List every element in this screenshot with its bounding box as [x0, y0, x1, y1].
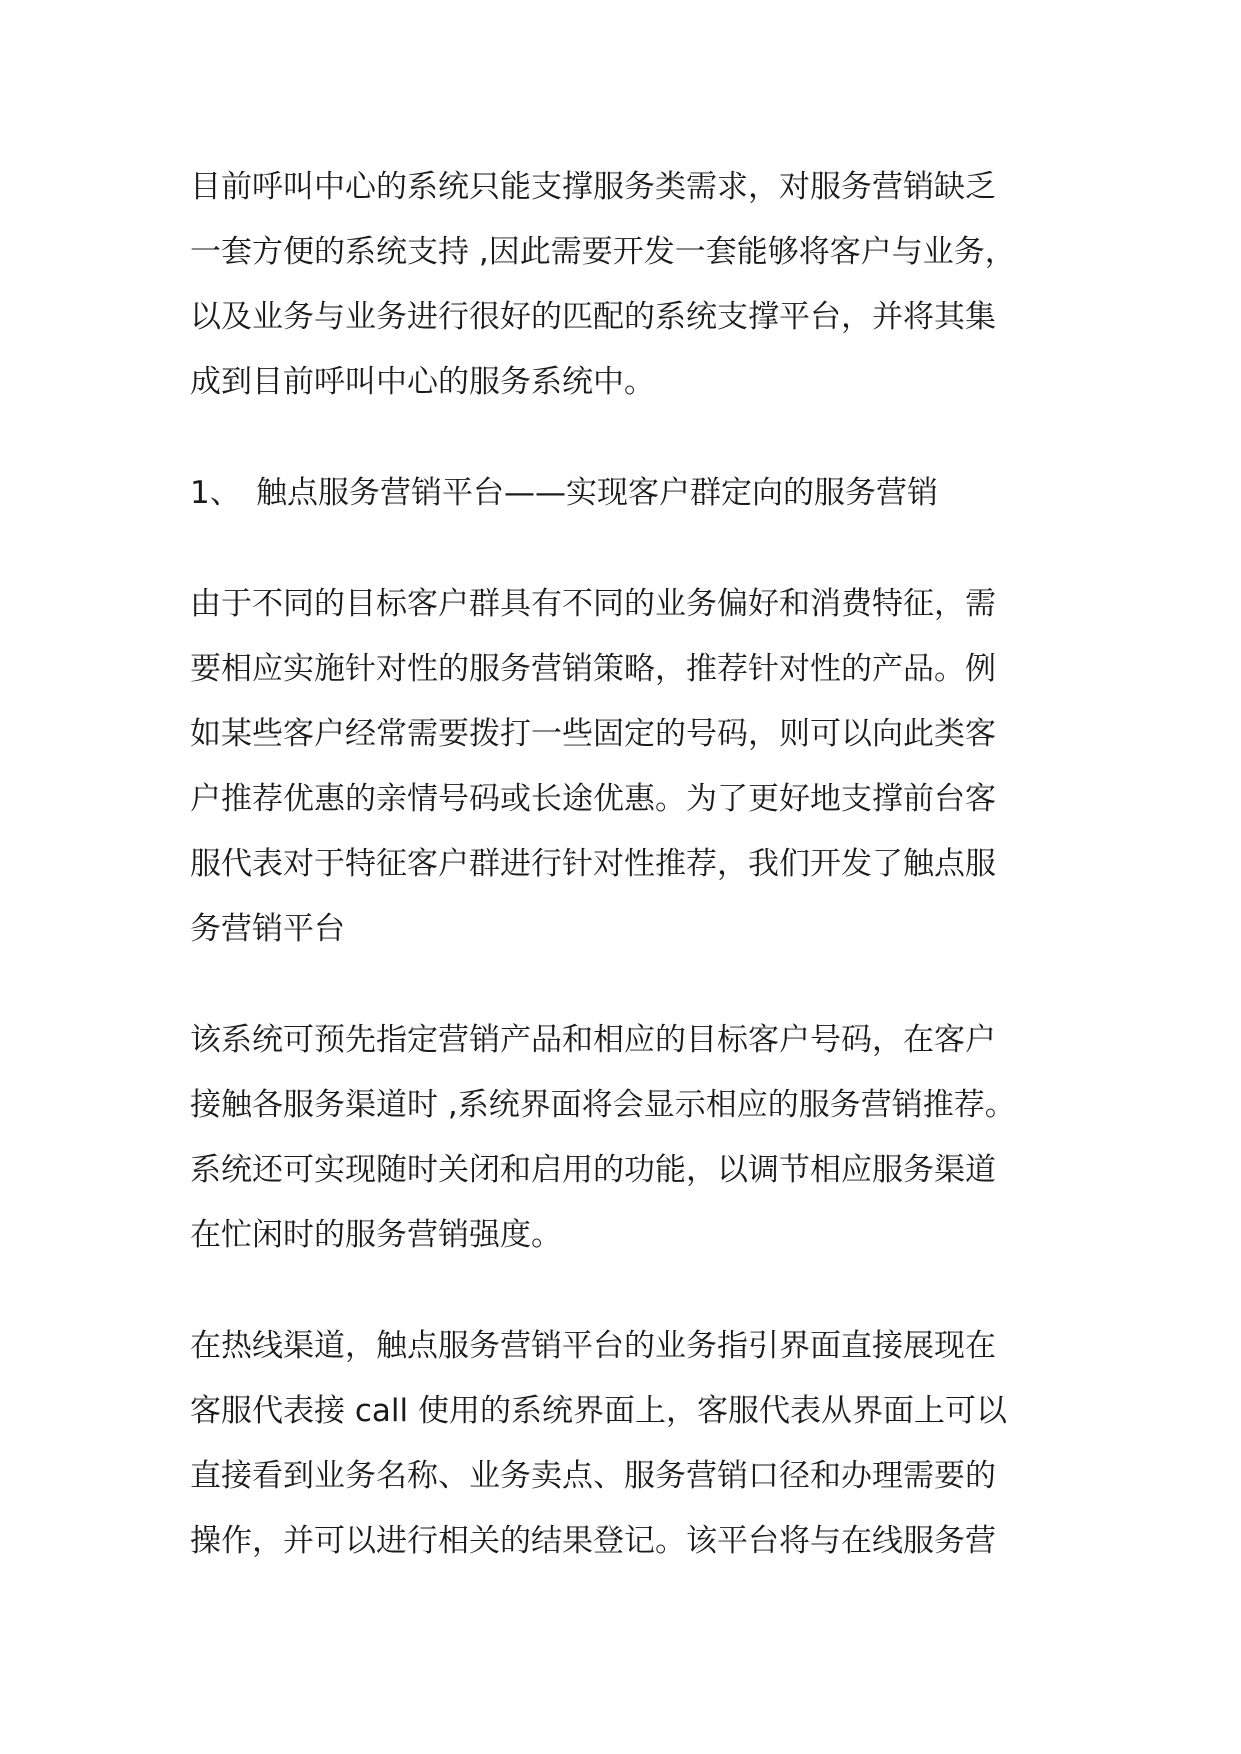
text-line: 一套方便的系统支持 ,因此需要开发一套能够将客户与业务， [190, 234, 1016, 270]
text-line: 如某些客户经常需要拨打一些固定的号码，则可以向此类客 [190, 716, 996, 752]
text-line: 务营销平台 [190, 911, 345, 947]
text-line: 由于不同的目标客户群具有不同的业务偏好和消费特征，需 [190, 586, 996, 622]
text-line: 服代表对于特征客户群进行针对性推荐，我们开发了触点服 [190, 846, 996, 882]
text-line: 在忙闲时的服务营销强度。 [190, 1217, 562, 1253]
section-number: 1、 [190, 475, 241, 511]
paragraph-target-groups [190, 572, 1070, 962]
text-line: 接触各服务渠道时 ,系统界面将会显示相应的服务营销推荐。 [190, 1087, 1016, 1123]
text-line: 操作，并可以进行相关的结果登记。该平台将与在线服务营 [190, 1523, 996, 1559]
text-line: 在热线渠道，触点服务营销平台的业务指引界面直接展现在 [190, 1328, 996, 1364]
document-body [190, 155, 1070, 1620]
paragraph-intro [190, 155, 1070, 415]
text-line: 要相应实施针对性的服务营销策略，推荐针对性的产品。例 [190, 651, 996, 687]
text-line: 户推荐优惠的亲情号码或长途优惠。为了更好地支撑前台客 [190, 781, 996, 817]
text-line: 直接看到业务名称、业务卖点、服务营销口径和办理需要的 [190, 1458, 996, 1494]
text-line: 客服代表接 call 使用的系统界面上，客服代表从界面上可以 [190, 1393, 1007, 1429]
text-line: 以及业务与业务进行很好的匹配的系统支撑平台，并将其集 [190, 299, 996, 335]
section-title: 触点服务营销平台——实现客户群定向的服务营销 [256, 475, 938, 511]
text-line: 目前呼叫中心的系统只能支撑服务类需求，对服务营销缺乏 [190, 169, 996, 205]
paragraph-hotline-channel [190, 1314, 1070, 1574]
text-line: 成到目前呼叫中心的服务系统中。 [190, 364, 655, 400]
text-line: 该系统可预先指定营销产品和相应的目标客户号码，在客户 [190, 1022, 996, 1058]
section-heading [190, 461, 1070, 526]
text-line: 系统还可实现随时关闭和启用的功能，以调节相应服务渠道 [190, 1152, 996, 1188]
paragraph-system-features [190, 1008, 1070, 1268]
